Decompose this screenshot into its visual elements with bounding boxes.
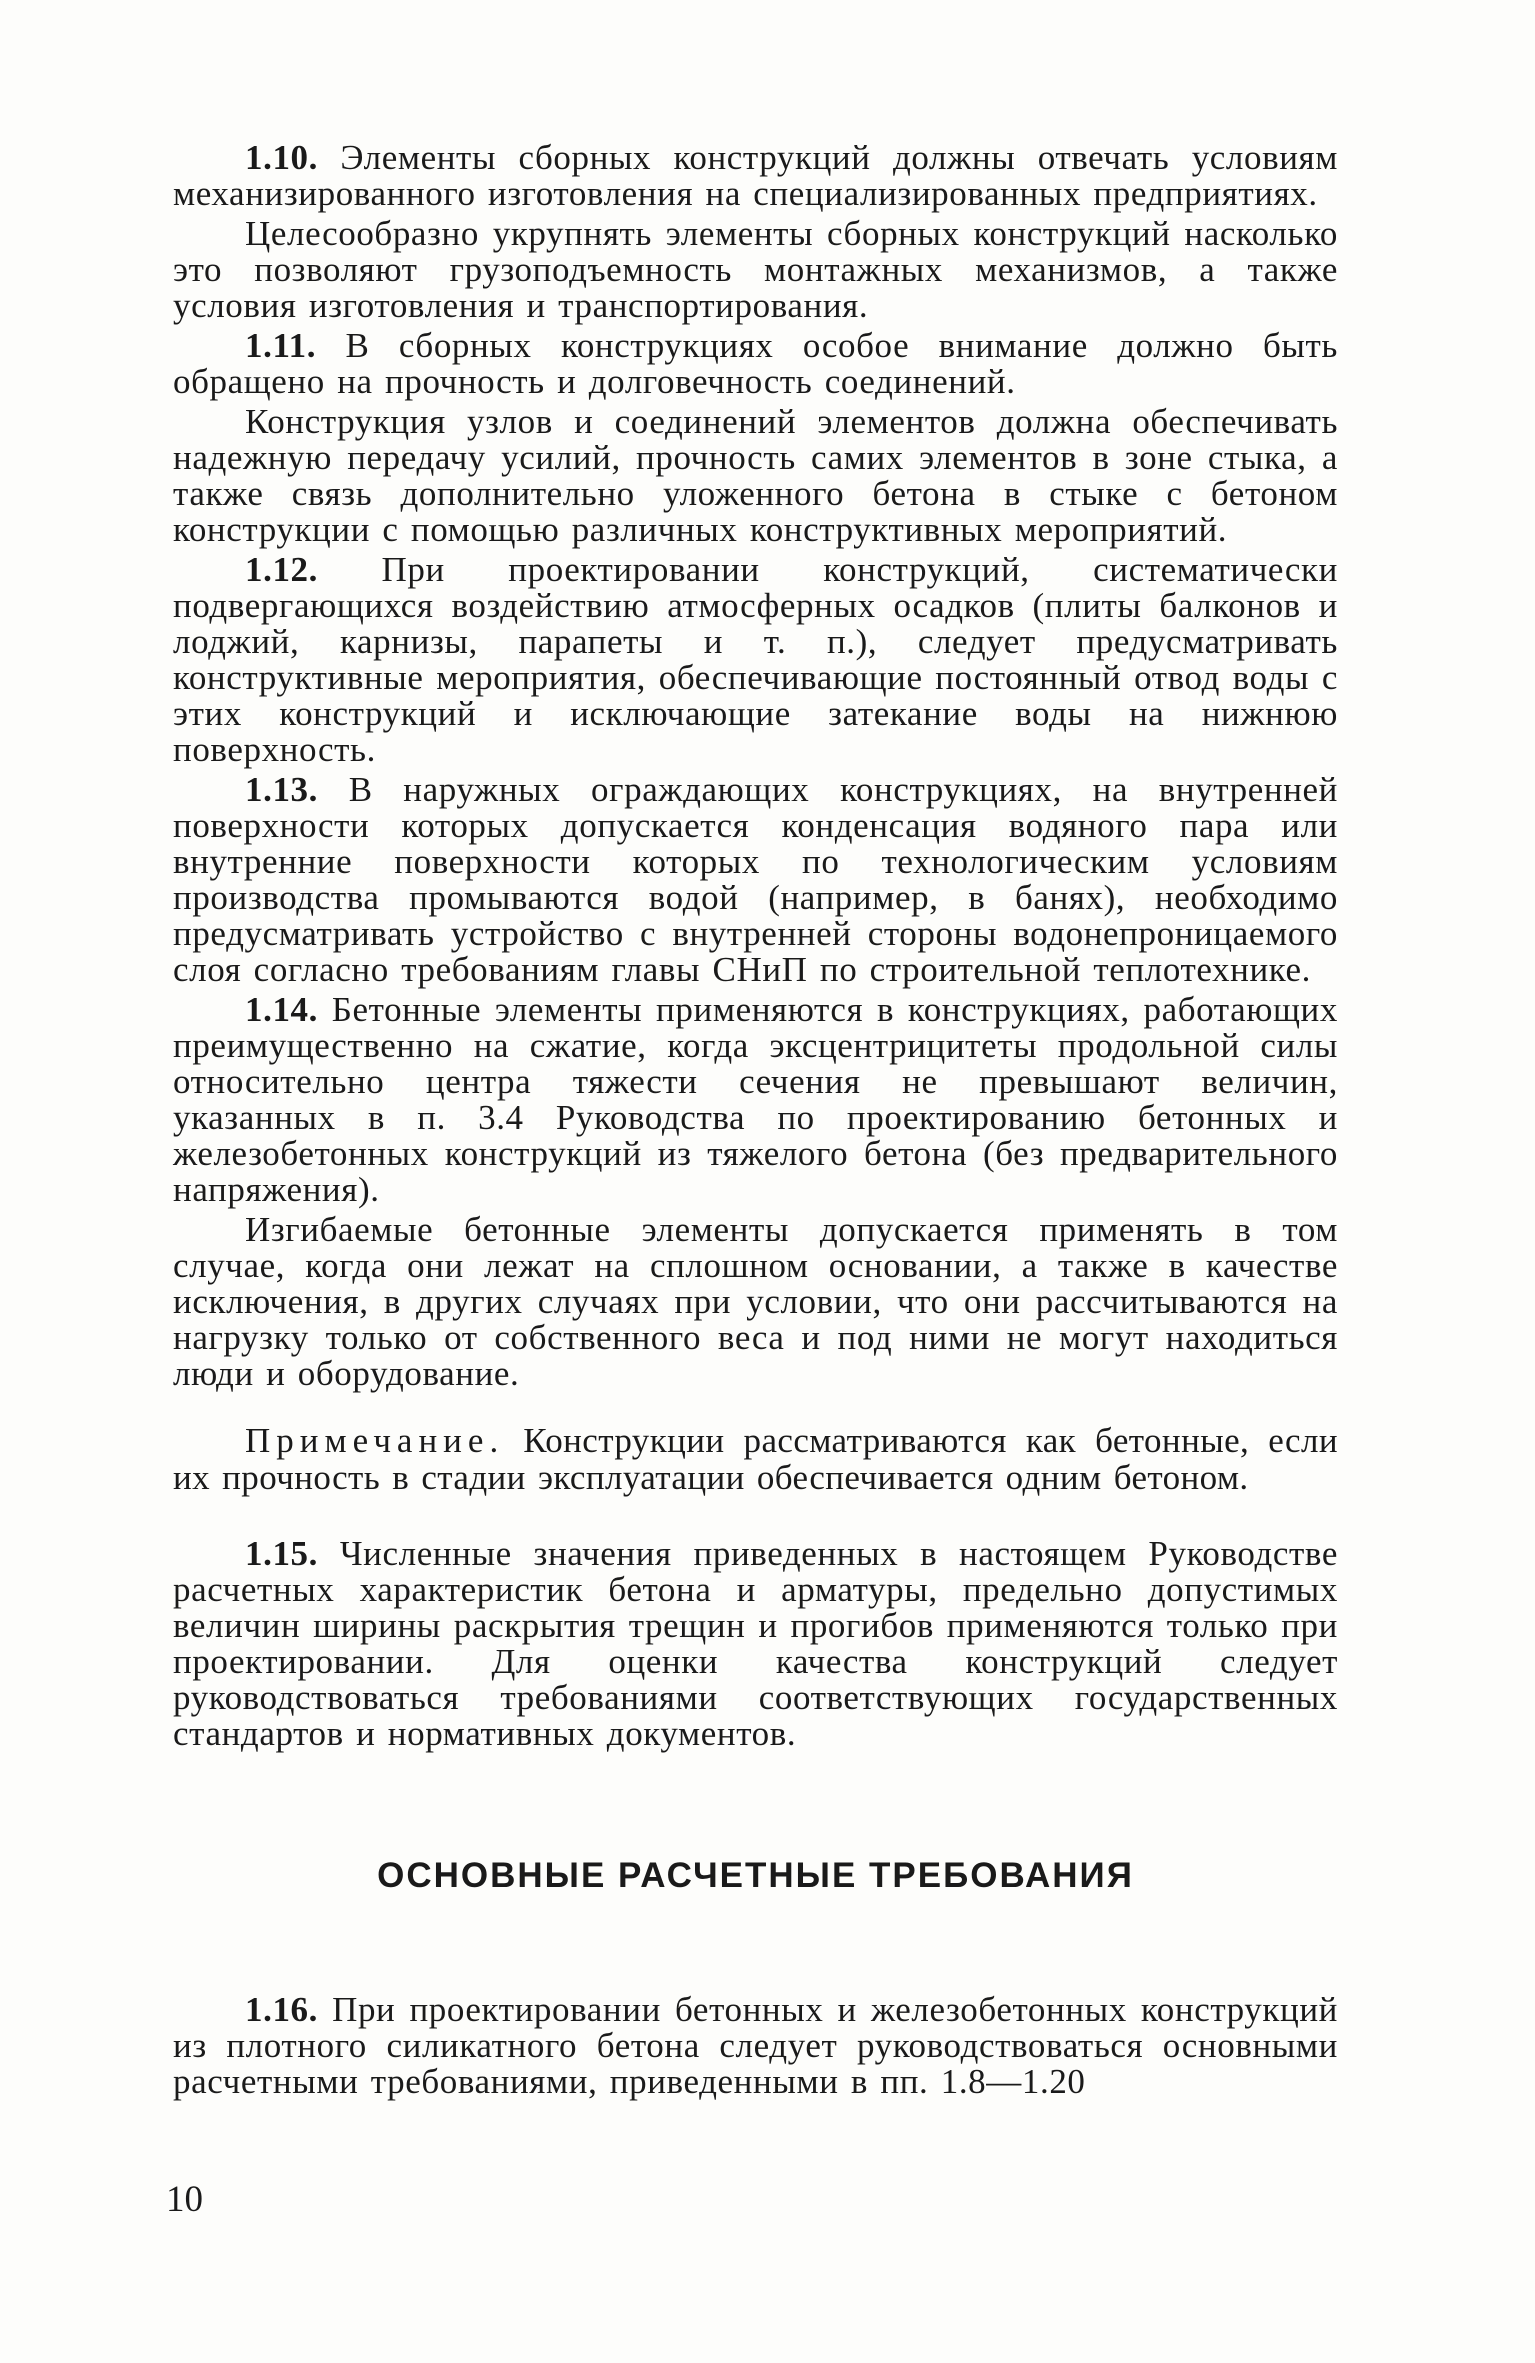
paragraph-1-11-continued xyxy=(173,404,1338,548)
paragraph-1-14-continued xyxy=(173,1212,1338,1392)
clause-number: 1.11. xyxy=(245,326,317,365)
paragraph-1-13 xyxy=(173,772,1338,988)
paragraph-text: Целесообразно укрупнять элементы сборных конструкций насколько это позволяют грузоподъемность монтажных механизмов, а также условия изготовления и транспортирования. xyxy=(173,214,1338,325)
paragraph-1-10-continued xyxy=(173,216,1338,324)
paragraph-text: Численные значения приведенных в настоящем Руководстве расчетных характеристик бетона и арматуры, предельно допустимых величин ширины раскрытия трещин и прогибов применяются только при проектировании. Для оценки качества конструкций следует руководствоваться требованиями соответствующих государственных стандартов и нормативных документов. xyxy=(173,1534,1338,1753)
paragraph-text: При проектировании бетонных и железобетонных конструкций из плотного силикатного бетона следует руководствоваться основными расчетными требованиями, приведенными в пп. 1.8—1.20 xyxy=(173,1990,1338,2101)
paragraph-text: Конструкция узлов и соединений элементов должна обеспечивать надежную передачу усилий, прочность самих элементов в зоне стыка, а также связь дополнительно уложенного бетона в стыке с бетоном конструкции с помощью различных конструктивных мероприятий. xyxy=(173,402,1338,549)
paragraph-1-11 xyxy=(173,328,1338,400)
clause-number: 1.12. xyxy=(245,550,318,589)
paragraph-1-12 xyxy=(173,552,1338,768)
page-number: 10 xyxy=(166,2179,203,2220)
paragraph-text: При проектировании конструкций, систематически подвергающихся воздействию атмосферных осадков (плиты балконов и лоджий, карнизы, парапеты и т. п.), следует предусматривать конструктивные мероприятия, обеспечивающие постоянный отвод воды с этих конструкций и исключающие затекание воды на нижнюю поверхность. xyxy=(173,550,1338,769)
paragraph-text: В наружных ограждающих конструкциях, на внутренней поверхности которых допускается конденсация водяного пара или внутренние поверхности которых по технологическим условиям производства промываются водой (например, в банях), необходимо предусматривать устройство с внутренней стороны водонепроницаемого слоя согласно требованиям главы СНиП по строительной теплотехнике. xyxy=(173,770,1338,989)
note-text: Конструкции рассматриваются как бетонные, если их прочность в стадии эксплуатации обеспечивается одним бетоном. xyxy=(173,1421,1338,1497)
paragraph-1-15 xyxy=(173,1536,1338,1752)
section-heading: ОСНОВНЫЕ РАСЧЕТНЫЕ ТРЕБОВАНИЯ xyxy=(377,1856,1134,1895)
paragraph-1-10 xyxy=(173,140,1338,212)
body-text xyxy=(173,140,1338,2100)
paragraph-text: В сборных конструкциях особое внимание должно быть обращено на прочность и долговечность соединений. xyxy=(173,326,1338,401)
paragraph-text: Изгибаемые бетонные элементы допускается применять в том случае, когда они лежат на сплошном основании, а также в качестве исключения, в других случаях при условии, что они рассчитываются на нагрузку только от собственного веса и под ними не могут находиться люди и оборудование. xyxy=(173,1210,1338,1393)
note-label: Примечание. xyxy=(245,1421,505,1460)
note xyxy=(173,1422,1338,1496)
clause-number: 1.16. xyxy=(245,1990,318,2029)
paragraph-text: Бетонные элементы применяются в конструкциях, работающих преимущественно на сжатие, когда эксцентрицитеты продольной силы относительно центра тяжести сечения не превышают величин, указанных в п. 3.4 Руководства по проектированию бетонных и железобетонных конструкций из тяжелого бетона (без предварительного напряжения). xyxy=(173,990,1338,1209)
paragraph-text: Элементы сборных конструкций должны отвечать условиям механизированного изготовления на специализированных предприятиях. xyxy=(173,138,1338,213)
clause-number: 1.13. xyxy=(245,770,318,809)
clause-number: 1.10. xyxy=(245,138,318,177)
paragraph-1-14 xyxy=(173,992,1338,1208)
clause-number: 1.15. xyxy=(245,1534,318,1573)
clause-number: 1.14. xyxy=(245,990,318,1029)
paragraph-1-16 xyxy=(173,1992,1338,2100)
